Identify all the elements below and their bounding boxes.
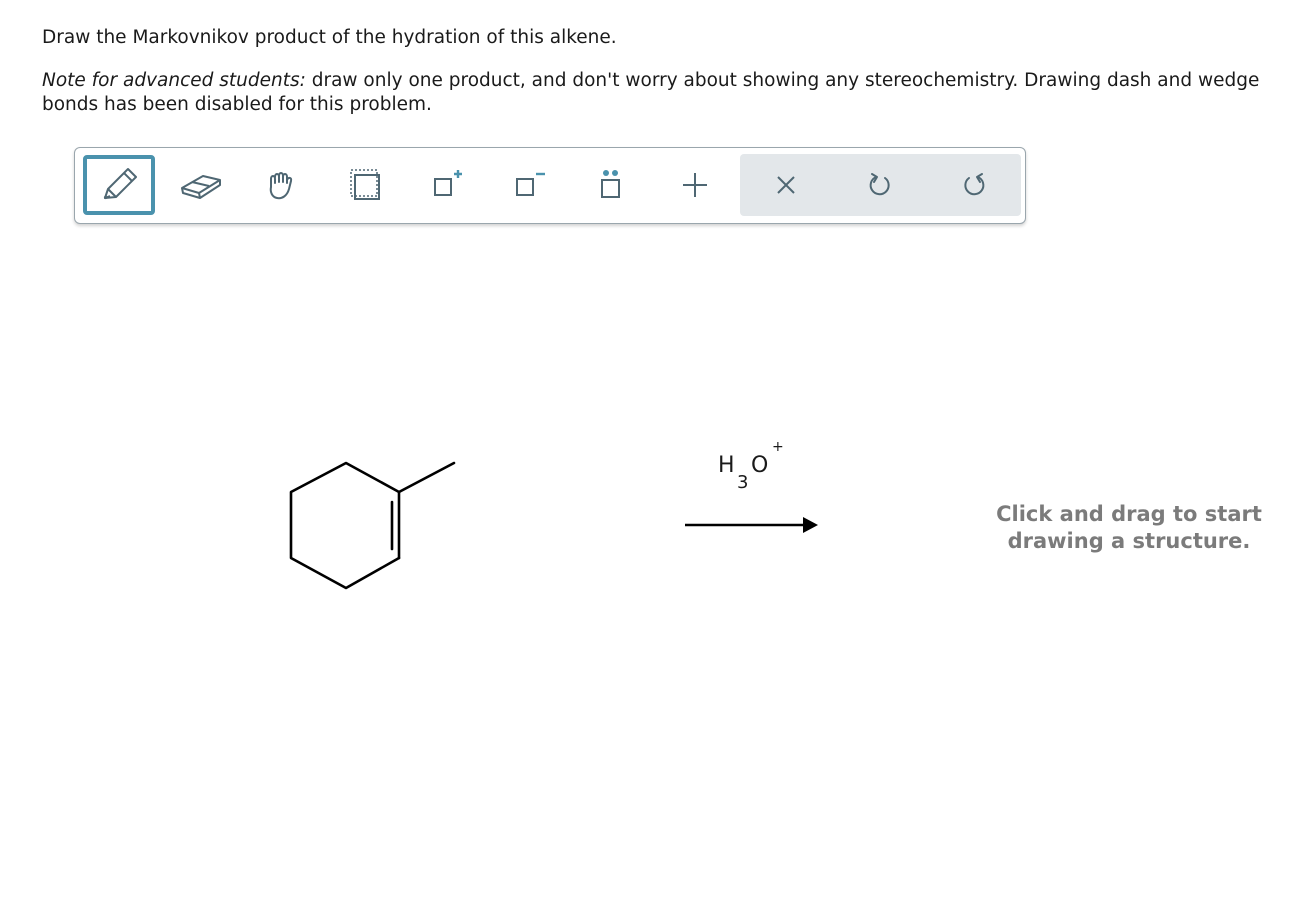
question-text: Draw the Markovnikov product of the hydration of this alkene. — [42, 27, 617, 48]
note-text: draw only one product, and don't worry about showing any stereochemistry. Drawing dash and wedge bonds has been disabled for this problem. — [42, 70, 1260, 115]
hint-line-1: Click and drag to start — [996, 502, 1262, 526]
reagent-label — [718, 439, 784, 493]
hint-line-2: drawing a structure. — [1007, 529, 1251, 553]
methyl-bond — [399, 463, 454, 492]
alkene-structure — [291, 463, 454, 588]
ring-bonds — [291, 463, 399, 588]
reagent-subscript: 3 — [737, 472, 749, 493]
reaction-arrow — [685, 517, 818, 533]
note-label: Note for advanced students: — [42, 70, 306, 91]
reagent-o: O — [751, 453, 769, 478]
drawing-hint — [960, 501, 1298, 555]
reagent-charge: + — [772, 439, 784, 455]
reagent-h: H — [718, 453, 735, 478]
